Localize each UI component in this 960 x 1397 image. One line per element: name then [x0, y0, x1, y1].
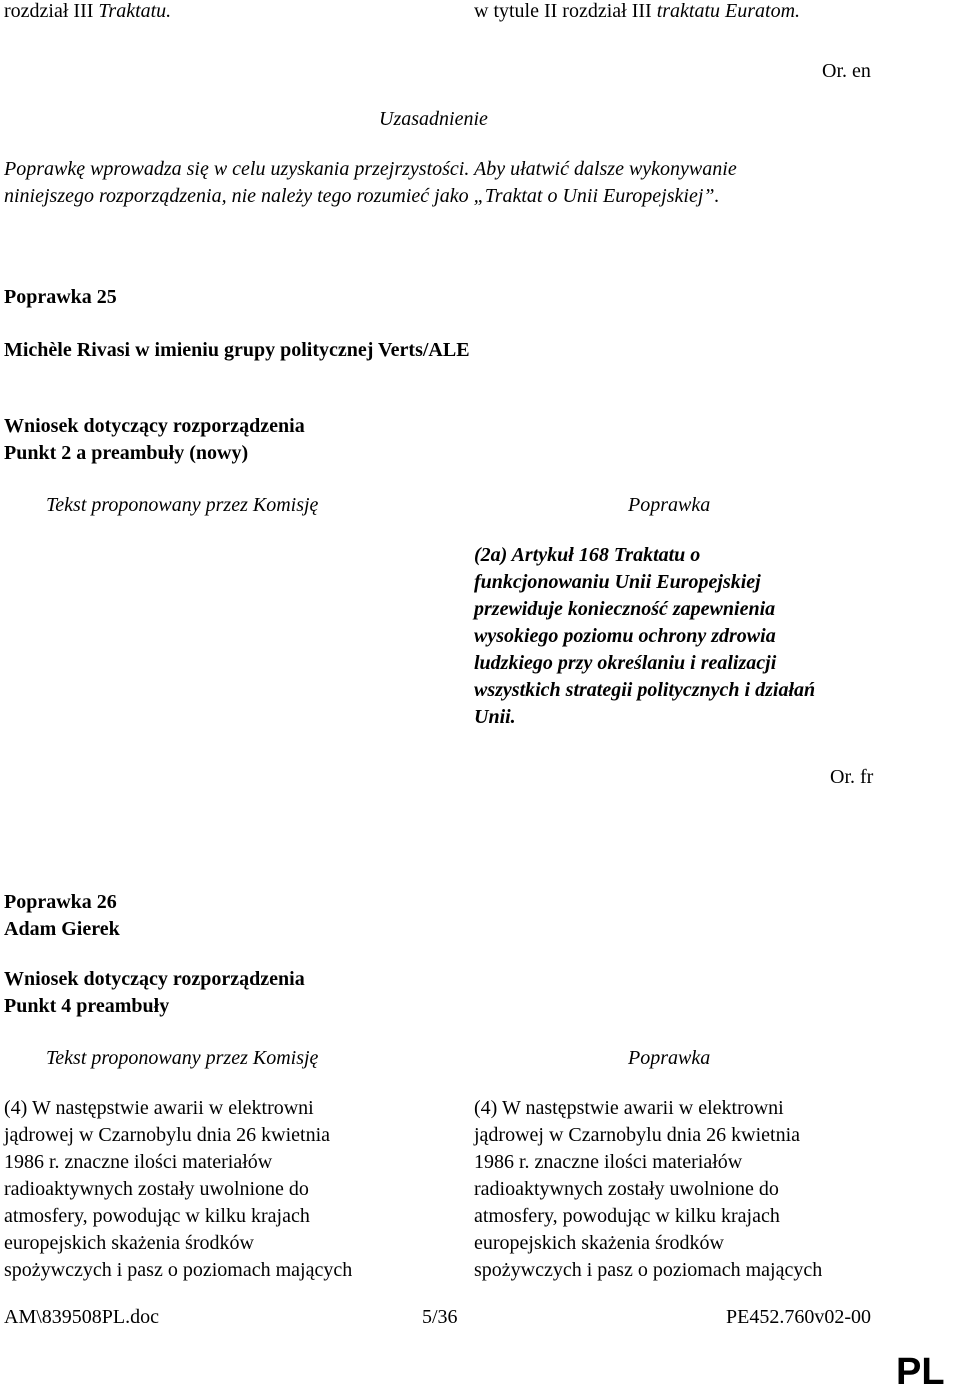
amendment-26-point: Punkt 4 preambuły [4, 995, 170, 1017]
amendment-26-right-line: jądrowej w Czarnobylu dnia 26 kwietnia [474, 1124, 801, 1146]
amendment-26-left-line: 1986 r. znaczne ilości materiałów [4, 1151, 273, 1173]
top-left-normal: rozdział III [4, 0, 99, 22]
amendment-26-right-line: europejskich skażenia środków [474, 1232, 724, 1254]
amendment-26-left-line: (4) W następstwie awarii w elektrowni [4, 1097, 314, 1119]
amendment-26-right-header: Poprawka [628, 1047, 711, 1069]
amendment-26-left-header: Tekst proponowany przez Komisję [46, 1047, 319, 1069]
amendment-25-right-line: wszystkich strategii politycznych i działań [474, 679, 816, 701]
amendment-25-right-header: Poprawka [628, 494, 711, 516]
amendment-26-right-text [474, 1095, 822, 1284]
footer-language-mark: PL [896, 1351, 945, 1393]
footer-page-number: 5/36 [422, 1306, 458, 1328]
top-right-normal: w tytule II rozdział III [474, 0, 657, 22]
amendment-26-author: Adam Gierek [4, 918, 120, 940]
amendment-26-right-line: (4) W następstwie awarii w elektrowni [474, 1097, 784, 1119]
amendment-25-right-line: przewiduje konieczność zapewnienia [474, 598, 776, 620]
top-left-italic: Traktatu. [98, 0, 172, 22]
top-left-continuation [4, 0, 171, 25]
amendment-26-left-line: atmosfery, powodując w kilku krajach [4, 1205, 310, 1227]
amendment-25-proposal: Wniosek dotyczący rozporządzenia [4, 415, 305, 437]
amendment-26-right-line: 1986 r. znaczne ilości materiałów [474, 1151, 743, 1173]
original-language-en: Or. en [822, 60, 871, 82]
justification-heading: Uzasadnienie [379, 108, 488, 130]
amendment-25-right-line: Unii. [474, 706, 516, 728]
amendment-26-proposal: Wniosek dotyczący rozporządzenia [4, 968, 305, 990]
amendment-25-point: Punkt 2 a preambuły (nowy) [4, 442, 249, 464]
amendment-25-author: Michèle Rivasi w imieniu grupy politycznej Verts/ALE [4, 339, 470, 361]
amendment-26-left-line: radioaktywnych zostały uwolnione do [4, 1178, 309, 1200]
original-language-fr: Or. fr [830, 766, 874, 788]
amendment-25-left-header: Tekst proponowany przez Komisję [46, 494, 319, 516]
top-right-italic: traktatu Euratom. [656, 0, 801, 22]
amendment-25-title: Poprawka 25 [4, 286, 117, 308]
footer-doc-ref: AM\839508PL.doc [4, 1306, 159, 1328]
amendment-26-title: Poprawka 26 [4, 891, 117, 913]
amendment-26-left-line: europejskich skażenia środków [4, 1232, 254, 1254]
amendment-26-left-line: jądrowej w Czarnobylu dnia 26 kwietnia [4, 1124, 331, 1146]
justification-line-1: Poprawkę wprowadza się w celu uzyskania przejrzystości. Aby ułatwić dalsze wykonywanie [4, 158, 737, 180]
amendment-25-right-line: ludzkiego przy określaniu i realizacji [474, 652, 777, 674]
amendment-26-right-line: spożywczych i pasz o poziomach mających [474, 1259, 823, 1281]
amendment-25-right-line: (2a) Artykuł 168 Traktatu o [474, 544, 701, 566]
amendment-26-right-line: radioaktywnych zostały uwolnione do [474, 1178, 779, 1200]
top-right-continuation [474, 0, 800, 25]
amendment-25-right-line: wysokiego poziomu ochrony zdrowia [474, 625, 776, 647]
justification-line-2: niniejszego rozporządzenia, nie należy tego rozumieć jako „Traktat o Unii Europejskiej”. [4, 185, 720, 207]
amendment-26-left-line: spożywczych i pasz o poziomach mających [4, 1259, 353, 1281]
amendment-25-right-text [474, 542, 815, 731]
footer-pe-ref: PE452.760v02-00 [726, 1306, 871, 1328]
amendment-26-right-line: atmosfery, powodując w kilku krajach [474, 1205, 780, 1227]
amendment-26-left-text [4, 1095, 352, 1284]
amendment-25-right-line: funkcjonowaniu Unii Europejskiej [474, 571, 761, 593]
